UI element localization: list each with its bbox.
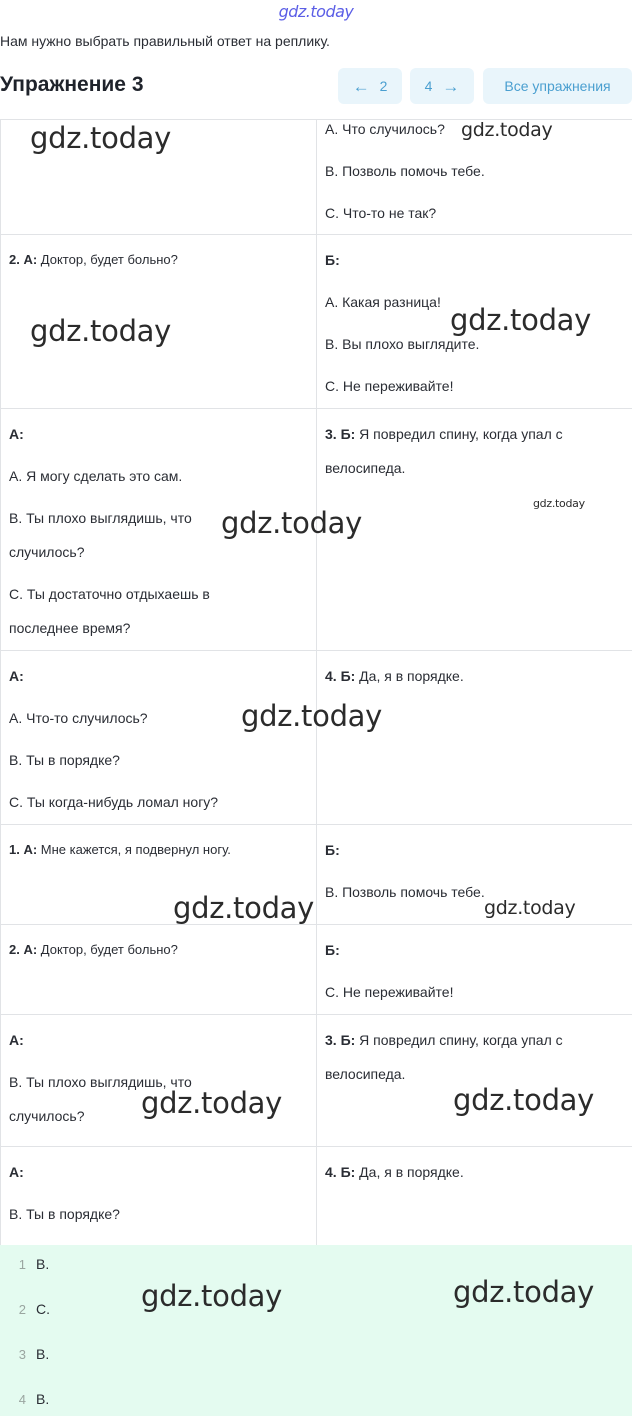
- dialog-line: [325, 1155, 624, 1189]
- dialog-line: велосипеда.: [325, 460, 406, 476]
- dialog-line: велосипеда.: [325, 1066, 406, 1082]
- option-line: В. Позволь помочь тебе.: [325, 163, 485, 179]
- table-row: [1, 651, 632, 825]
- answer-value: В.: [36, 1256, 50, 1272]
- speaker-label: 2. А:: [9, 942, 38, 957]
- speaker-label: 1. А:: [9, 842, 38, 857]
- speaker-label: А:: [9, 1032, 24, 1048]
- watermark: gdz.today: [450, 303, 592, 337]
- table-cell: [317, 120, 632, 235]
- table-cell: [317, 235, 632, 409]
- next-exercise-label: 4: [424, 78, 433, 94]
- table-cell: [1, 825, 317, 925]
- watermark: gdz.today: [453, 1275, 595, 1309]
- speaker-label: 2. А:: [9, 252, 38, 267]
- watermark: gdz.today: [533, 497, 585, 510]
- answer-number: 1: [18, 1256, 26, 1272]
- table-row: [1, 825, 632, 925]
- watermark: gdz.today: [30, 314, 172, 348]
- watermark: gdz.today: [241, 699, 383, 733]
- table-cell: [1, 120, 317, 235]
- option-line: С. Ты когда-нибудь ломал ногу?: [9, 794, 219, 810]
- watermark: gdz.today: [141, 1086, 283, 1120]
- option-line: случилось?: [9, 1108, 85, 1124]
- table-cell: [1, 1147, 317, 1246]
- dialog-line: [325, 659, 624, 693]
- table-row: [1, 235, 632, 409]
- speaker-label: А:: [9, 426, 24, 442]
- table-cell: [317, 409, 632, 651]
- dialog-line: [325, 417, 624, 451]
- dialog-line: [9, 833, 308, 867]
- table-cell: [1, 409, 317, 651]
- dialog-line: [325, 1023, 624, 1057]
- table-cell: [1, 925, 317, 1015]
- table-cell: [317, 1147, 632, 1246]
- table-row: [1, 1015, 632, 1147]
- watermark: gdz.today: [484, 897, 576, 919]
- table-cell: [317, 925, 632, 1015]
- site-logo[interactable]: gdz.today: [278, 2, 354, 21]
- option-line: А. Я могу сделать это сам.: [9, 468, 183, 484]
- option-line: С. Не переживайте!: [325, 984, 454, 1000]
- speaker-label: Б:: [325, 842, 340, 858]
- dialog-line: [9, 243, 308, 277]
- arrow-left-icon: ←: [352, 76, 370, 96]
- prev-exercise-button[interactable]: [338, 68, 402, 104]
- answers-panel: [0, 1245, 632, 1416]
- replica-text: Доктор, будет больно?: [37, 252, 178, 267]
- option-line: последнее время?: [9, 620, 131, 636]
- table-cell: [317, 825, 632, 925]
- watermark: gdz.today: [173, 891, 315, 925]
- option-line: В. Ты плохо выглядишь, что: [9, 1074, 192, 1090]
- speaker-label: 3. Б:: [325, 1032, 356, 1048]
- all-exercises-button[interactable]: [483, 68, 632, 104]
- option-line: С. Ты достаточно отдыхаешь в: [9, 586, 210, 602]
- speaker-label: Б:: [325, 252, 340, 268]
- answer-number: 3: [18, 1346, 26, 1362]
- replica-text: Доктор, будет больно?: [37, 942, 178, 957]
- option-line: А. Что случилось?: [325, 121, 445, 137]
- watermark: gdz.today: [30, 121, 172, 155]
- speaker-label: 4. Б:: [325, 668, 356, 684]
- arrow-right-icon: →: [442, 76, 460, 96]
- next-exercise-button[interactable]: [410, 68, 474, 104]
- table-cell: [317, 1015, 632, 1147]
- speaker-label: 4. Б:: [325, 1164, 356, 1180]
- table-row: [1, 120, 632, 235]
- option-line: А. Что-то случилось?: [9, 710, 148, 726]
- option-line: А. Какая разница!: [325, 294, 441, 310]
- table-cell: [1, 1015, 317, 1147]
- prev-exercise-label: 2: [379, 78, 388, 94]
- table-cell: [1, 651, 317, 825]
- answer-item: [0, 1387, 49, 1411]
- speaker-label: А:: [9, 668, 24, 684]
- answer-item: [0, 1252, 49, 1276]
- option-line: случилось?: [9, 544, 85, 560]
- option-line: С. Не переживайте!: [325, 378, 454, 394]
- option-line: В. Вы плохо выглядите.: [325, 336, 480, 352]
- option-line: В. Ты в порядке?: [9, 752, 120, 768]
- speaker-label: 3. Б:: [325, 426, 356, 442]
- option-line: В. Ты в порядке?: [9, 1206, 120, 1222]
- watermark: gdz.today: [141, 1279, 283, 1313]
- replica-text: Да, я в порядке.: [355, 668, 464, 684]
- watermark: gdz.today: [453, 1083, 595, 1117]
- watermark: gdz.today: [461, 119, 553, 141]
- answer-item: [0, 1342, 49, 1366]
- table-row: [1, 1147, 632, 1246]
- option-line: В. Позволь помочь тебе.: [325, 884, 485, 900]
- answer-value: С.: [36, 1301, 50, 1317]
- table-cell: [1, 235, 317, 409]
- exercise-title: Упражнение 3: [0, 73, 144, 96]
- replica-text: Мне кажется, я подвернул ногу.: [37, 842, 231, 857]
- answer-number: 4: [18, 1391, 26, 1407]
- dialog-table: [0, 119, 632, 1246]
- table-row: [1, 409, 632, 651]
- answer-number: 2: [18, 1301, 26, 1317]
- answer-item: [0, 1297, 50, 1321]
- speaker-label: Б:: [325, 942, 340, 958]
- option-line: С. Что-то не так?: [325, 205, 437, 221]
- speaker-label: А:: [9, 1164, 24, 1180]
- watermark: gdz.today: [221, 506, 363, 540]
- table-row: [1, 925, 632, 1015]
- table-cell: [317, 651, 632, 825]
- replica-text: Я повредил спину, когда упал с: [355, 1032, 563, 1048]
- answer-value: В.: [36, 1391, 50, 1407]
- task-text: Нам нужно выбрать правильный ответ на реплику.: [0, 33, 330, 49]
- replica-text: Я повредил спину, когда упал с: [355, 426, 563, 442]
- answer-value: В.: [36, 1346, 50, 1362]
- dialog-line: [9, 933, 308, 967]
- all-exercises-label: Все упражнения: [504, 78, 611, 94]
- option-line: В. Ты плохо выглядишь, что: [9, 510, 192, 526]
- replica-text: Да, я в порядке.: [355, 1164, 464, 1180]
